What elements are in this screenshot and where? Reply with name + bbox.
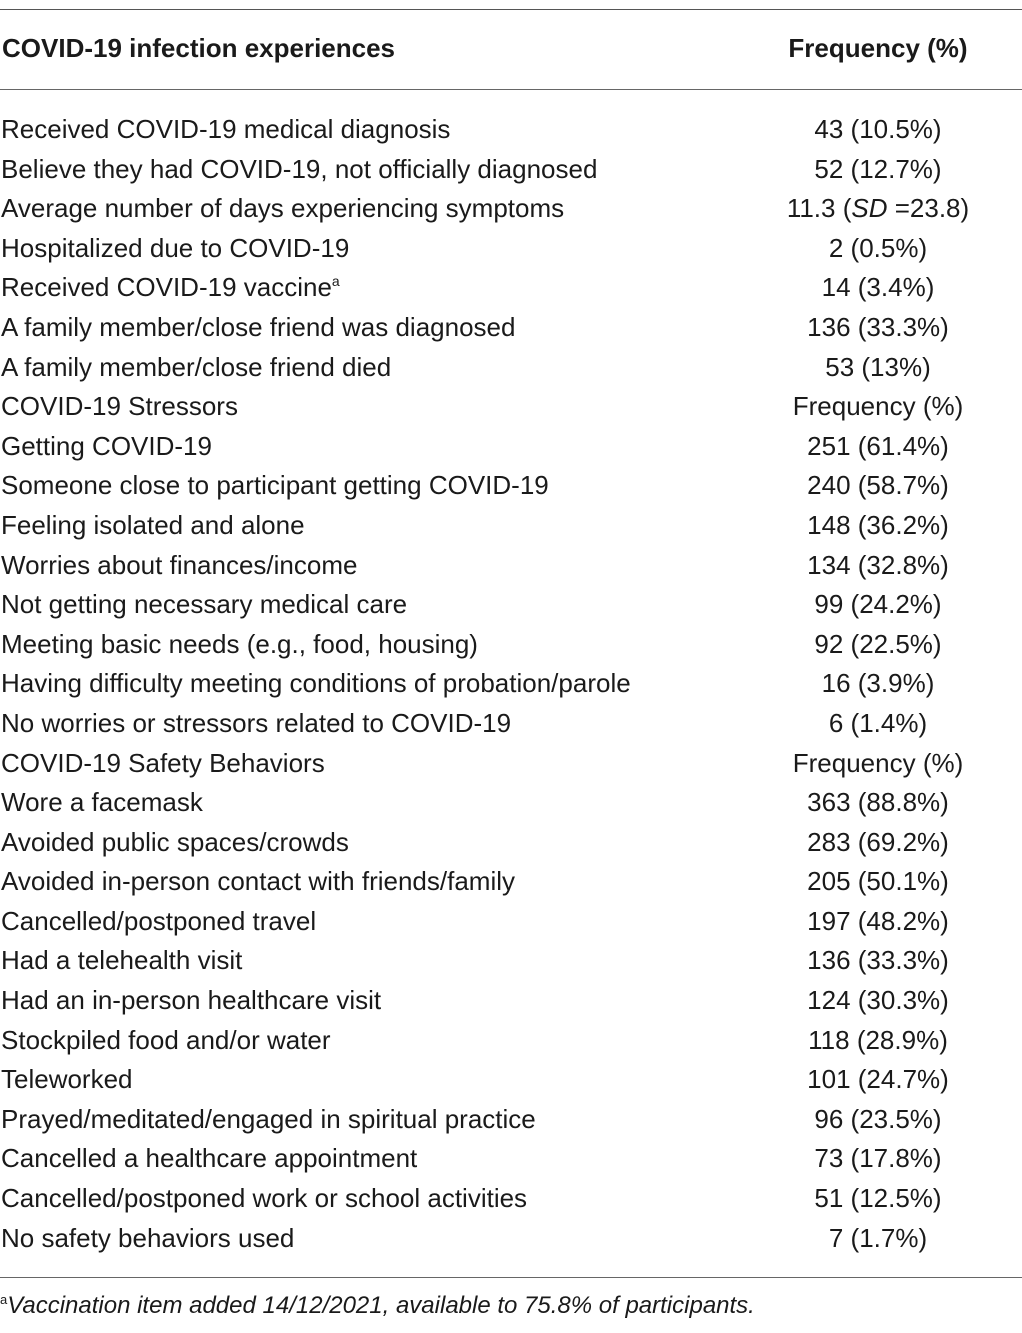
row-value: 240 (58.7%) <box>807 470 949 501</box>
table-row <box>0 189 1022 229</box>
row-label-text: Worries about finances/income <box>1 549 358 580</box>
row-value: 197 (48.2%) <box>807 905 949 936</box>
table-row <box>0 744 1022 784</box>
row-value: 7 (1.7%) <box>828 1222 928 1253</box>
row-label <box>1 823 349 863</box>
row-label-text: Wore a facemask <box>1 787 203 818</box>
table-row <box>0 1219 1022 1259</box>
table-row <box>0 585 1022 625</box>
row-value: 52 (12.7%) <box>814 153 942 184</box>
row-label <box>1 783 203 823</box>
table-row <box>0 941 1022 981</box>
row-label <box>1 1219 294 1259</box>
row-label-text: Teleworked <box>1 1064 133 1095</box>
row-label-text: Avoided public spaces/crowds <box>1 826 349 857</box>
row-value: 73 (17.8%) <box>814 1143 942 1174</box>
row-label-text: No safety behaviors used <box>1 1222 295 1253</box>
table-header-rule <box>0 89 1022 90</box>
value-prefix: 11.3 ( <box>786 193 852 224</box>
row-label <box>1 585 407 625</box>
row-value: Frequency (%) <box>792 391 964 422</box>
row-label-text: Prayed/meditated/engaged in spiritual practice <box>1 1103 536 1134</box>
row-value: 14 (3.4%) <box>821 272 935 303</box>
row-value: 6 (1.4%) <box>828 707 928 738</box>
row-label-text: Avoided in-person contact with friends/family <box>1 866 515 897</box>
row-value: 283 (69.2%) <box>807 826 949 857</box>
row-value: 251 (61.4%) <box>807 430 949 461</box>
table-row <box>0 1100 1022 1140</box>
row-label-text: Average number of days experiencing symptoms <box>1 193 565 224</box>
row-value: 43 (10.5%) <box>814 114 942 144</box>
row-value: 136 (33.3%) <box>807 311 949 342</box>
table-row <box>0 664 1022 704</box>
header-experiences: COVID-19 infection experiences <box>2 33 396 63</box>
table-row <box>0 150 1022 190</box>
row-label-text: Received COVID-19 medical diagnosis <box>1 114 451 144</box>
row-label <box>1 704 511 744</box>
row-label-text: Stockpiled food and/or water <box>1 1024 331 1055</box>
row-value: 118 (28.9%) <box>808 1024 948 1055</box>
row-label <box>1 466 549 506</box>
row-label <box>1 268 340 308</box>
table-row <box>0 427 1022 467</box>
table-row <box>0 902 1022 942</box>
row-label-text: A family member/close friend was diagnosed <box>1 311 516 342</box>
table-row <box>0 546 1022 586</box>
row-label-text: A family member/close friend died <box>1 351 392 382</box>
row-label <box>1 1179 527 1219</box>
row-value <box>750 189 1006 229</box>
row-label <box>1 189 564 229</box>
row-value: 148 (36.2%) <box>807 509 949 540</box>
table-row <box>0 823 1022 863</box>
row-value: 124 (30.3%) <box>807 985 949 1016</box>
row-label <box>1 941 242 981</box>
row-label-text: Cancelled a healthcare appointment <box>1 1143 418 1174</box>
row-label-text: Received COVID-19 vaccine <box>1 272 332 303</box>
row-value: 16 (3.9%) <box>821 668 935 699</box>
table-row <box>0 1179 1022 1219</box>
row-label <box>1 387 238 427</box>
row-label <box>1 229 349 269</box>
row-value: 2 (0.5%) <box>828 232 928 263</box>
value-sd-label: SD <box>851 193 888 224</box>
row-value: 134 (32.8%) <box>807 549 949 580</box>
row-label <box>1 744 325 784</box>
table-row <box>0 981 1022 1021</box>
row-label <box>1 150 597 190</box>
row-label <box>1 862 515 902</box>
row-label <box>1 902 316 942</box>
table-row <box>0 862 1022 902</box>
row-label-text: Getting COVID-19 <box>1 430 212 461</box>
table-row <box>0 704 1022 744</box>
value-suffix: =23.8) <box>887 193 970 224</box>
row-value: 363 (88.8%) <box>807 787 949 818</box>
row-label-text: Hospitalized due to COVID-19 <box>1 232 350 263</box>
table-bottom-rule <box>0 1277 1022 1278</box>
row-label <box>1 625 478 665</box>
row-value: Frequency (%) <box>792 747 964 778</box>
row-value: 92 (22.5%) <box>814 628 942 659</box>
row-label-text: COVID-19 Stressors <box>1 391 238 422</box>
row-value: 99 (24.2%) <box>814 589 942 620</box>
row-label-text: Not getting necessary medical care <box>1 589 408 620</box>
row-label-text: Someone close to participant getting COVID-19 <box>1 470 549 501</box>
row-label <box>1 1060 133 1100</box>
table-row <box>0 110 1022 150</box>
header-frequency: Frequency (%) <box>788 33 968 63</box>
row-label-text: Meeting basic needs (e.g., food, housing) <box>1 628 478 659</box>
row-label-text: Having difficulty meeting conditions of probation/parole <box>1 668 631 699</box>
table-row <box>0 466 1022 506</box>
row-label-text: No worries or stressors related to COVID-19 <box>1 707 512 738</box>
table-footnote <box>0 1292 755 1320</box>
row-value: 51 (12.5%) <box>814 1183 942 1214</box>
row-label <box>1 427 212 467</box>
row-label <box>1 348 391 388</box>
row-label-text: Had an in-person healthcare visit <box>1 985 382 1016</box>
table-row <box>0 348 1022 388</box>
row-label <box>1 546 357 586</box>
row-label <box>1 308 515 348</box>
row-value: 205 (50.1%) <box>807 866 949 897</box>
table-row <box>0 268 1022 308</box>
table-row <box>0 783 1022 823</box>
table-body <box>0 110 1022 1258</box>
row-label-text: Believe they had COVID-19, not officially diagnosed <box>1 153 598 184</box>
row-label <box>1 1021 331 1061</box>
row-label <box>1 981 381 1021</box>
row-value: 96 (23.5%) <box>814 1103 942 1134</box>
row-label <box>1 1139 417 1179</box>
footnote-marker: a <box>0 1292 8 1307</box>
footnote-marker: a <box>331 273 340 290</box>
row-label-text: Cancelled/postponed travel <box>1 905 317 936</box>
table-row <box>0 1060 1022 1100</box>
row-label-text: Had a telehealth visit <box>1 945 243 976</box>
table-header <box>0 27 1022 71</box>
table-row <box>0 625 1022 665</box>
table-row <box>0 1139 1022 1179</box>
table-row <box>0 387 1022 427</box>
table-row <box>0 506 1022 546</box>
row-label <box>1 506 305 546</box>
row-value: 136 (33.3%) <box>807 945 949 976</box>
row-label-text: COVID-19 Safety Behaviors <box>1 747 325 778</box>
row-label <box>1 110 450 150</box>
table-top-rule <box>0 9 1022 10</box>
table-row <box>0 308 1022 348</box>
table-row <box>0 1021 1022 1061</box>
row-label-text: Feeling isolated and alone <box>1 509 305 540</box>
row-value: 101 (24.7%) <box>807 1064 949 1095</box>
row-label <box>1 1100 536 1140</box>
table-row <box>0 229 1022 269</box>
footnote-text: Vaccination item added 14/12/2021, available to 75.8% of participants. <box>7 1292 755 1319</box>
row-label-text: Cancelled/postponed work or school activities <box>1 1183 528 1214</box>
row-label <box>1 664 631 704</box>
row-value: 53 (13%) <box>825 351 931 382</box>
